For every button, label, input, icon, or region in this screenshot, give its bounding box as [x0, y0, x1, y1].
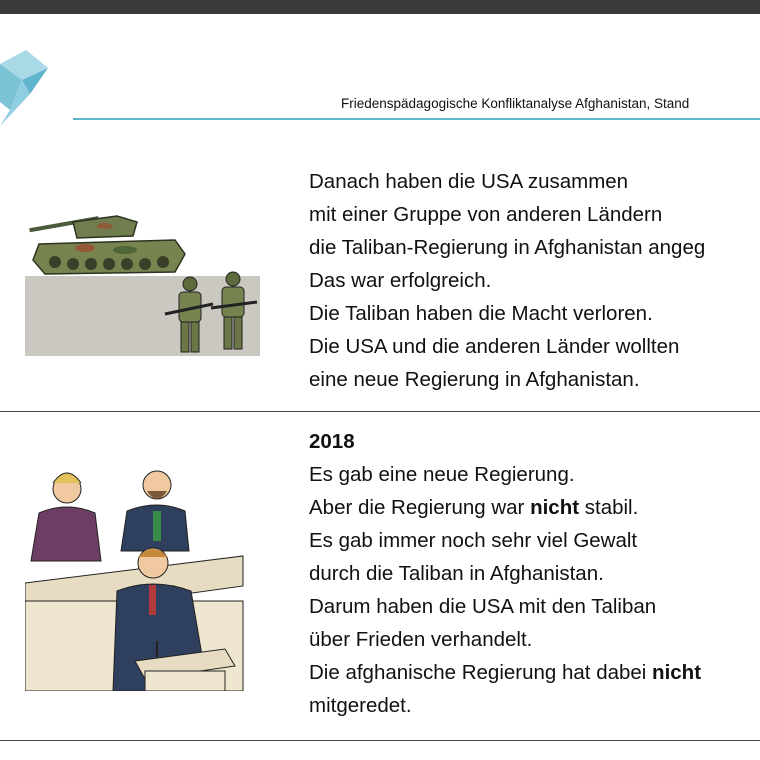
text-line: Es gab eine neue Regierung. [309, 463, 575, 486]
section-divider [0, 411, 760, 412]
text-line: eine neue Regierung in Afghanistan. [309, 368, 640, 391]
document-header-title: Friedenspädagogische Konfliktanalyse Afghanistan, Stand [341, 96, 690, 111]
section-divider [0, 740, 760, 741]
person-icon [121, 471, 189, 551]
text-line: mit einer Gruppe von anderen Ländern [309, 203, 663, 226]
section-1-text [309, 165, 705, 396]
year-heading: 2018 [309, 430, 355, 453]
text-line: Aber die Regierung war nicht stabil. [309, 496, 639, 519]
text-line: Es gab immer noch sehr viel Gewalt [309, 529, 638, 552]
parliament-speaker-illustration [25, 461, 250, 691]
text-line: die Taliban-Regierung in Afghanistan angeg [309, 236, 706, 259]
text-line: durch die Taliban in Afghanistan. [309, 562, 604, 585]
section-2-text [309, 425, 701, 722]
text-line: Die USA und die anderen Länder wollten [309, 335, 680, 358]
text-line: über Frieden verhandelt. [309, 628, 533, 651]
tank-and-soldiers-illustration [25, 204, 262, 358]
text-line: Das war erfolgreich. [309, 269, 492, 292]
viewer-top-bar [0, 0, 760, 14]
tank-icon [29, 216, 185, 274]
text-line: Die Taliban haben die Macht verloren. [309, 302, 653, 325]
emphasis-text: nicht [652, 661, 702, 684]
person-icon [31, 473, 101, 561]
text-line: Darum haben die USA mit den Taliban [309, 595, 657, 618]
logo-icon [0, 50, 50, 126]
text-line: Die afghanische Regierung hat dabei nicht [309, 661, 702, 684]
text-line: mitgeredet. [309, 694, 412, 717]
document-page [0, 14, 760, 760]
text-line: Danach haben die USA zusammen [309, 170, 629, 193]
emphasis-text: nicht [530, 496, 580, 519]
header-rule [73, 118, 760, 120]
